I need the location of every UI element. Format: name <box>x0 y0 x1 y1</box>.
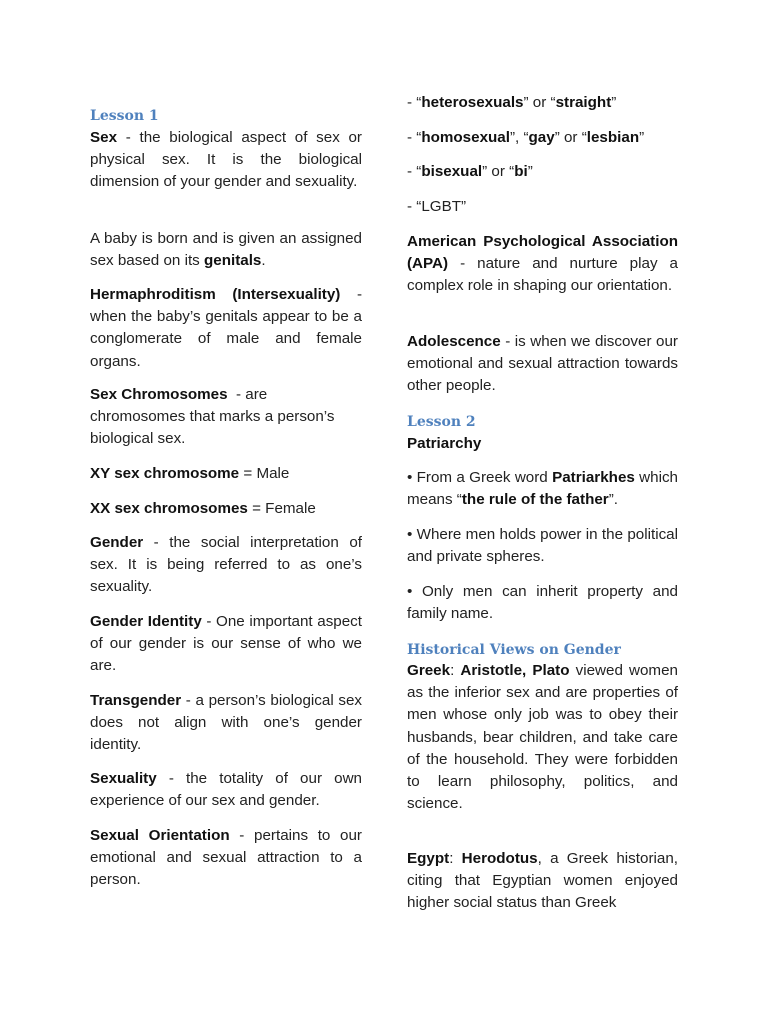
patriarchy-heading: Patriarchy <box>407 435 482 452</box>
egypt-paragraph: Egypt: Herodotus, a Greek historian, citing that Egyptian women enjoyed higher social status than Greek <box>407 850 678 912</box>
hermaphroditism-term: Hermaphroditism (Intersexuality) <box>90 286 341 303</box>
apa-definition: American Psychological Association (APA) - nature and nurture play a complex role in shaping our orientation. <box>407 233 678 295</box>
gender-identity-term: Gender Identity <box>90 613 202 630</box>
heterosexual-line: - “heterosexuals” or “straight” <box>407 94 617 111</box>
sexuality-term: Sexuality <box>90 770 157 787</box>
sex-chromosomes-term: Sex Chromosomes <box>90 386 228 403</box>
sex-chromosomes-definition: Sex Chromosomes - are chromosomes that marks a person’s biological sex. <box>90 386 339 448</box>
homosexual-line: - “homosexual”, “gay” or “lesbian” <box>407 129 645 146</box>
gender-term: Gender <box>90 534 144 551</box>
xx-chromosome-line: XX sex chromosomes = Female <box>90 500 316 517</box>
lesson1-heading: Lesson 1 <box>90 108 159 124</box>
lesson2-heading: Lesson 2 <box>407 414 476 430</box>
sexual-orientation-definition: Sexual Orientation - pertains to our emotional and sexual attraction to a person. <box>90 827 362 889</box>
transgender-term: Transgender <box>90 692 182 709</box>
transgender-definition: Transgender - a person’s biological sex does not align with one’s gender identity. <box>90 692 362 754</box>
patriarchy-bullet-1: • From a Greek word Patriarkhes which means “the rule of the father”. <box>407 469 678 509</box>
apa-term: American Psychological Association (APA) <box>407 233 678 273</box>
gender-identity-definition: Gender Identity - One important aspect of our gender is our sense of who we are. <box>90 613 362 675</box>
bisexual-line: - “bisexual” or “bi” <box>407 163 533 180</box>
hermaphroditism-definition: Hermaphroditism (Intersexuality) - when the baby’s genitals appear to be a conglomerate of male and female organs. <box>90 286 362 370</box>
genitals-term: genitals <box>203 252 262 270</box>
sexual-orientation-term: Sexual Orientation <box>90 827 230 844</box>
greek-paragraph: Greek: Aristotle, Plato viewed women as the inferior sex and are properties of men whose only job was to obey their husbands, bear children, and take care of the household. They were forbidden to learn philosophy, politics, and science. <box>407 662 678 813</box>
xy-chromosome-line: XY sex chromosome = Male <box>90 465 290 482</box>
sexuality-definition: Sexuality - the totality of our own experience of our sex and gender. <box>90 770 362 810</box>
patriarchy-bullet-3: • Only men can inherit property and family name. <box>407 583 678 623</box>
patriarchy-bullet-2: • Where men holds power in the political and private spheres. <box>407 526 678 566</box>
historical-views-heading: Historical Views on Gender <box>407 642 621 658</box>
xx-term: XX sex chromosomes <box>90 500 248 517</box>
gender-definition: Gender - the social interpretation of sex. It is being referred to as one’s sexuality. <box>90 534 362 596</box>
xy-term: XY sex chromosome <box>90 465 240 482</box>
adolescence-term: Adolescence <box>407 333 501 350</box>
lgbt-line: - “LGBT” <box>407 198 467 215</box>
sex-term: Sex <box>90 129 118 146</box>
sex-definition: Sex - the biological aspect of sex or physical sex. It is the biological dimension of your gender and sexuality. <box>90 129 362 191</box>
adolescence-definition: Adolescence - is when we discover our emotional and sexual attraction towards other people. <box>407 333 678 395</box>
baby-paragraph: A baby is born and is given an assigned sex based on its genitals. <box>90 230 362 270</box>
